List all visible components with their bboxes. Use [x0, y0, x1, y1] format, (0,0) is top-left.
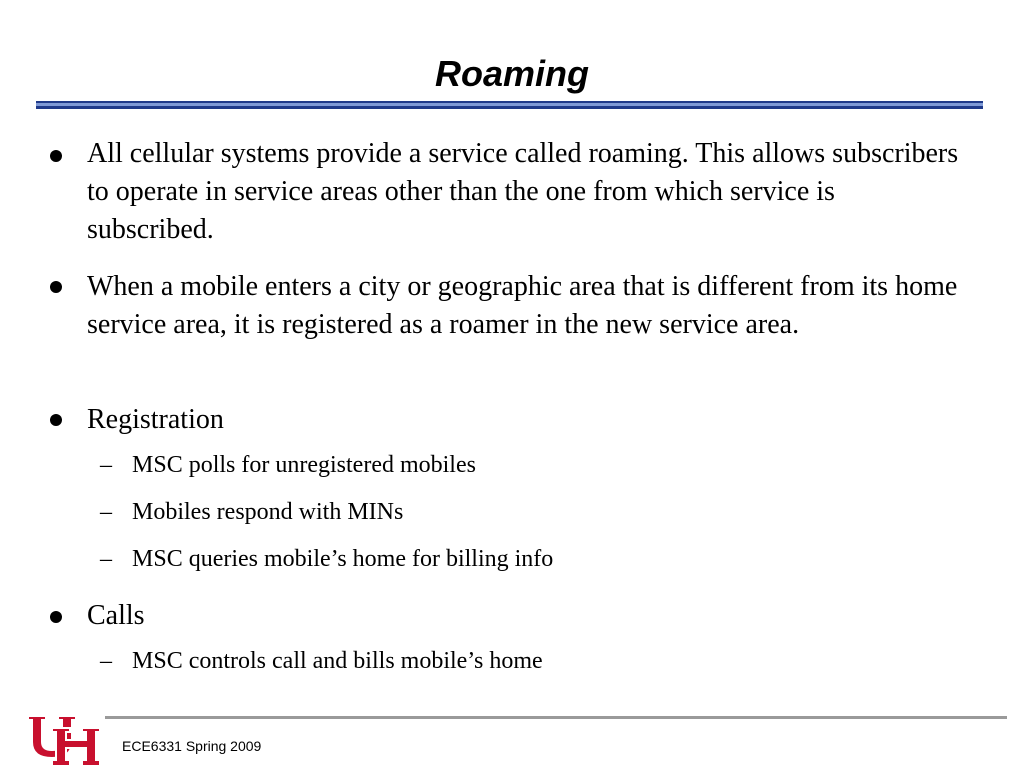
dash-marker: –: [100, 499, 112, 525]
bullet-marker: [50, 414, 62, 426]
bullet-marker: [50, 281, 62, 293]
dash-marker: –: [100, 648, 112, 674]
footer-divider: [105, 716, 1007, 719]
bullet-text: Calls: [87, 600, 145, 631]
bullet-text: When a mobile enters a city or geographic area that is different from its home service area, it is registered as a roamer in the new service area.: [87, 271, 958, 340]
bullet-text: All cellular systems provide a service called roaming. This allows subscribers to operate in service areas other than the one from which service is subscribed.: [87, 138, 959, 245]
footer-course-label: ECE6331 Spring 2009: [122, 738, 262, 754]
uh-logo-icon: [24, 712, 102, 768]
bullet-text: Registration: [87, 404, 224, 435]
slide-title: Roaming: [434, 53, 589, 94]
dash-marker: –: [100, 546, 112, 572]
sub-bullet-text: Mobiles respond with MINs: [132, 499, 404, 525]
dash-marker: –: [100, 452, 112, 478]
sub-bullet-text: MSC controls call and bills mobile’s home: [132, 648, 543, 674]
sub-bullet-text: MSC queries mobile’s home for billing info: [132, 546, 554, 572]
sub-bullet-text: MSC polls for unregistered mobiles: [132, 452, 476, 478]
bullet-marker: [50, 611, 62, 623]
bullet-marker: [50, 150, 62, 162]
title-underline: [36, 101, 983, 111]
